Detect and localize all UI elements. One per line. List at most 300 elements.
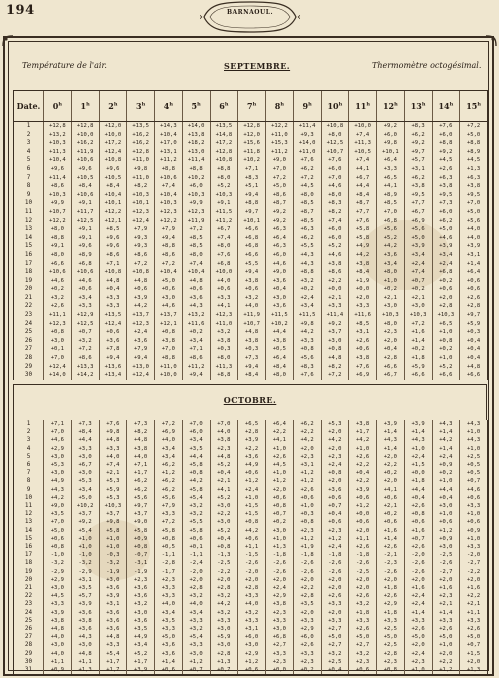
temperature-cell: +9,7 [127, 502, 155, 510]
temperature-cell: +0,6 [377, 494, 405, 502]
temperature-cell: +7,2 [71, 345, 99, 354]
temperature-cell: +9,4 [238, 268, 266, 277]
temperature-cell: +3,3 [321, 617, 349, 625]
temperature-cell: +7,3 [71, 420, 99, 428]
temperature-cell: +5,2 [210, 494, 238, 502]
temperature-cell: +5,0 [155, 633, 183, 641]
temperature-cell: +11,3 [44, 148, 72, 157]
temperature-cell: +0,8 [44, 543, 72, 551]
temperature-cell: +6,3 [266, 242, 294, 251]
temperature-cell: +0,6 [404, 518, 432, 526]
temperature-cell: +5,7 [404, 156, 432, 165]
temperature-cell: +2,6 [432, 625, 460, 633]
temperature-cell: +5,0 [266, 182, 294, 191]
temperature-cell: +3,6 [127, 617, 155, 625]
temperature-cell: +5,9 [404, 363, 432, 372]
temperature-cell: +9,3 [293, 131, 321, 140]
temperature-cell: +8,5 [99, 225, 127, 234]
temperature-cell: +2,6 [349, 625, 377, 633]
table-row [14, 156, 488, 165]
temperature-cell: +10,0 [71, 131, 99, 140]
temperature-cell: +0,6 [266, 494, 294, 502]
temperature-cell: -1,0 [44, 551, 72, 559]
temperature-cell: +0,6 [349, 518, 377, 526]
temperature-cell: +2,7 [349, 641, 377, 649]
temperature-cell: +0,0 [349, 510, 377, 518]
temperature-cell: +2,4 [293, 294, 321, 303]
temperature-cell: +4,0 [238, 600, 266, 608]
temperature-cell: +10,3 [210, 191, 238, 200]
temperature-cell: +2,0 [321, 576, 349, 584]
temperature-cell: +2,4 [127, 328, 155, 337]
temperature-cell: +1,4 [460, 260, 488, 269]
date-cell: 9 [14, 191, 44, 200]
temperature-cell: +8,8 [432, 139, 460, 148]
temperature-cell: +8,0 [210, 354, 238, 363]
temperature-cell: +8,0 [44, 251, 72, 260]
temperature-cell: +8,8 [210, 371, 238, 380]
temperature-cell: +1,2 [432, 527, 460, 535]
temperature-cell: +5,8 [182, 461, 210, 469]
temperature-cell: +1,0 [71, 535, 99, 543]
temperature-cell: +3,3 [321, 302, 349, 311]
temperature-cell: +7,0 [44, 354, 72, 363]
temperature-cell: +4,8 [127, 277, 155, 286]
temperature-cell: +3,0 [210, 502, 238, 510]
temperature-cell: +0,9 [432, 461, 460, 469]
date-cell: 13 [14, 225, 44, 234]
table-row [14, 199, 488, 208]
temperature-cell: +4,1 [377, 182, 405, 191]
temperature-cell: +10,3 [432, 311, 460, 320]
temperature-cell: +4,2 [349, 436, 377, 444]
temperature-cell: +1,0 [71, 543, 99, 551]
temperature-cell: +5,4 [182, 494, 210, 502]
page-number: 194 [6, 3, 35, 18]
temperature-cell: +3,6 [266, 277, 294, 286]
temperature-cell: +7,2 [321, 371, 349, 380]
table-row [14, 502, 488, 510]
temperature-cell: +3,1 [99, 600, 127, 608]
date-cell: 6 [14, 461, 44, 469]
temperature-cell: +2,0 [460, 576, 488, 584]
temperature-cell: +2,2 [266, 428, 294, 436]
temperature-cell: +2,6 [349, 453, 377, 461]
temperature-cell: +0,6 [349, 666, 377, 674]
temperature-cell: +3,8 [349, 354, 377, 363]
temperature-cell: +3,3 [404, 617, 432, 625]
temperature-cell: +0,4 [321, 666, 349, 674]
temperature-cell: +12,2 [155, 217, 183, 226]
temperature-cell: +6,8 [238, 242, 266, 251]
octobre-title-band [13, 384, 487, 420]
temperature-cell: +7,7 [349, 208, 377, 217]
temperature-cell: +2,6 [404, 625, 432, 633]
temperature-cell: +1,1 [238, 543, 266, 551]
date-cell: 5 [14, 453, 44, 461]
date-cell: 8 [14, 182, 44, 191]
temperature-cell: +8,3 [321, 199, 349, 208]
table-row [14, 510, 488, 518]
temperature-cell: +6,6 [238, 251, 266, 260]
temperature-cell: -1,5 [238, 551, 266, 559]
temperature-cell: +3,9 [404, 242, 432, 251]
temperature-cell: +11,0 [127, 174, 155, 183]
temperature-cell: +2,1 [377, 294, 405, 303]
table-row [14, 217, 488, 226]
table-row [14, 568, 488, 576]
temperature-cell: +2,0 [293, 576, 321, 584]
temperature-cell: +3,4 [182, 436, 210, 444]
temperature-cell: +7,0 [182, 420, 210, 428]
temperature-cell: +1,6 [377, 527, 405, 535]
temperature-cell: +1,0 [377, 277, 405, 286]
temperature-cell: +6,2 [127, 486, 155, 494]
temperature-cell: +3,0 [238, 641, 266, 649]
table-row [14, 650, 488, 658]
hour-column-header: 12$^h$ [377, 91, 405, 122]
temperature-cell: +4,0 [44, 633, 72, 641]
header-left-label: Température de l'air. [22, 61, 107, 70]
temperature-cell: +7,0 [210, 420, 238, 428]
temperature-cell: +4,6 [71, 277, 99, 286]
table-row [14, 535, 488, 543]
temperature-cell: -0,3 [99, 551, 127, 559]
temperature-cell: +3,3 [432, 617, 460, 625]
temperature-cell: +8,2 [127, 428, 155, 436]
temperature-cell: +12,1 [155, 320, 183, 329]
temperature-cell: +6,9 [155, 428, 183, 436]
temperature-cell: +3,8 [127, 445, 155, 453]
temperature-cell: +1,4 [377, 445, 405, 453]
temperature-cell: +2,6 [44, 302, 72, 311]
temperature-cell: +2,2 [293, 428, 321, 436]
temperature-cell: +0,0 [321, 285, 349, 294]
temperature-cell: +3,3 [293, 617, 321, 625]
temperature-cell: +3,8 [432, 182, 460, 191]
temperature-cell: +6,4 [266, 420, 294, 428]
temperature-cell: +3,0 [44, 584, 72, 592]
temperature-cell: +2,5 [321, 658, 349, 666]
temperature-cell: +2,6 [349, 543, 377, 551]
temperature-cell: +5,6 [404, 225, 432, 234]
date-cell: 17 [14, 551, 44, 559]
temperature-cell: +3,2 [210, 592, 238, 600]
temperature-cell: +0,8 [321, 469, 349, 477]
temperature-cell: +3,8 [460, 182, 488, 191]
temperature-cell: +3,0 [99, 576, 127, 584]
temperature-cell: +2,2 [460, 592, 488, 600]
temperature-cell: +6,3 [460, 174, 488, 183]
temperature-cell: +1,2 [182, 658, 210, 666]
temperature-cell: +1,0 [404, 445, 432, 453]
octobre-table [13, 420, 488, 674]
temperature-cell: +2,9 [293, 625, 321, 633]
temperature-cell: +1,1 [44, 658, 72, 666]
temperature-cell: -2,3 [377, 559, 405, 567]
temperature-cell: +14,3 [155, 122, 183, 131]
temperature-cell: +2,9 [266, 592, 294, 600]
temperature-cell: +10,0 [155, 371, 183, 380]
temperature-cell: +2,4 [432, 260, 460, 269]
temperature-cell: -1,3 [210, 551, 238, 559]
temperature-cell: +2,4 [321, 543, 349, 551]
temperature-cell: +1,4 [155, 658, 183, 666]
temperature-cell: +0,6 [71, 285, 99, 294]
temperature-cell: +2,3 [293, 453, 321, 461]
temperature-cell: +0,7 [71, 328, 99, 337]
temperature-cell: +12,3 [155, 208, 183, 217]
temperature-cell: +2,9 [44, 576, 72, 584]
temperature-cell: +4,4 [432, 486, 460, 494]
temperature-cell: -3,2 [99, 559, 127, 567]
temperature-cell: +3,2 [182, 502, 210, 510]
temperature-cell: +8,6 [155, 251, 183, 260]
temperature-cell: +1,4 [404, 609, 432, 617]
ornamental-cartouche [200, 0, 300, 34]
table-row [14, 436, 488, 444]
temperature-cell: +1,6 [404, 328, 432, 337]
temperature-cell: +5,4 [71, 527, 99, 535]
temperature-cell: +8,0 [321, 131, 349, 140]
temperature-cell: +2,8 [210, 650, 238, 658]
temperature-cell: +8,0 [44, 225, 72, 234]
temperature-cell: +1,0 [432, 477, 460, 485]
temperature-cell: +8,4 [349, 268, 377, 277]
temperature-cell: +3,3 [460, 502, 488, 510]
date-cell: 16 [14, 251, 44, 260]
temperature-cell: -1,8 [349, 551, 377, 559]
temperature-cell: +12,2 [99, 208, 127, 217]
temperature-cell: -1,8 [321, 551, 349, 559]
temperature-cell: +14,8 [210, 131, 238, 140]
temperature-cell: +12,8 [127, 148, 155, 157]
temperature-cell: +12,8 [210, 148, 238, 157]
temperature-cell: -2,0 [404, 551, 432, 559]
temperature-cell: +4,5 [44, 592, 72, 600]
temperature-cell: +3,4 [71, 294, 99, 303]
temperature-cell: +5,6 [155, 494, 183, 502]
temperature-cell: +11,5 [210, 208, 238, 217]
temperature-cell: +5,0 [460, 208, 488, 217]
temperature-cell: +4,2 [349, 251, 377, 260]
temperature-cell: +8,8 [460, 139, 488, 148]
temperature-cell: +1,4 [432, 609, 460, 617]
date-cell: 19 [14, 277, 44, 286]
temperature-cell: +12,4 [44, 363, 72, 372]
temperature-cell: +11,9 [182, 217, 210, 226]
temperature-cell: +0,0 [404, 469, 432, 477]
temperature-cell: +2,0 [377, 337, 405, 346]
temperature-cell: +4,0 [460, 234, 488, 243]
temperature-cell: +0,8 [182, 469, 210, 477]
temperature-cell: +2,0 [377, 453, 405, 461]
temperature-cell: +4,8 [460, 363, 488, 372]
temperature-cell: +10,4 [99, 191, 127, 200]
temperature-cell: -3,2 [71, 559, 99, 567]
temperature-cell: +6,5 [377, 174, 405, 183]
temperature-cell: -1,0 [71, 551, 99, 559]
temperature-cell: +2,6 [293, 641, 321, 649]
temperature-cell: +6,3 [266, 225, 294, 234]
temperature-cell: +15,3 [266, 139, 294, 148]
temperature-cell: +8,6 [44, 182, 72, 191]
temperature-cell: +0,6 [460, 518, 488, 526]
temperature-cell: +0,7 [321, 502, 349, 510]
temperature-cell: +4,8 [210, 453, 238, 461]
temperature-cell: +3,0 [182, 650, 210, 658]
temperature-cell: +3,9 [349, 486, 377, 494]
table-header-row [14, 91, 488, 122]
temperature-cell: +9,8 [99, 428, 127, 436]
temperature-cell: +11,4 [293, 122, 321, 131]
temperature-cell: +4,0 [460, 225, 488, 234]
hour-column-header: 6$^h$ [210, 91, 238, 122]
temperature-cell: +2,1 [460, 600, 488, 608]
table-row [14, 191, 488, 200]
temperature-cell: +1,7 [349, 428, 377, 436]
date-cell: 16 [14, 543, 44, 551]
temperature-cell: +3,3 [321, 600, 349, 608]
temperature-cell: +3,4 [404, 251, 432, 260]
temperature-cell: +10,4 [182, 268, 210, 277]
temperature-cell: +4,6 [155, 302, 183, 311]
temperature-cell: +0,2 [432, 345, 460, 354]
temperature-cell: +2,1 [404, 294, 432, 303]
temperature-cell: +8,3 [404, 122, 432, 131]
temperature-cell: +4,3 [293, 251, 321, 260]
temperature-cell: +1,6 [432, 584, 460, 592]
temperature-cell: +7,4 [404, 268, 432, 277]
temperature-cell: +4,6 [432, 234, 460, 243]
temperature-cell: +4,2 [293, 328, 321, 337]
temperature-cell: +0,2 [404, 345, 432, 354]
temperature-cell: +0,2 [44, 285, 72, 294]
table-row [14, 320, 488, 329]
date-cell: 8 [14, 477, 44, 485]
temperature-cell: +0,1 [44, 345, 72, 354]
temperature-cell: +0,2 [266, 518, 294, 526]
temperature-cell: +3,9 [377, 420, 405, 428]
temperature-cell: +0,4 [210, 535, 238, 543]
temperature-cell: +2,0 [321, 584, 349, 592]
temperature-cell: +11,0 [155, 363, 183, 372]
temperature-cell: +2,5 [377, 625, 405, 633]
temperature-cell: +0,0 [349, 285, 377, 294]
temperature-cell: +3,1 [293, 461, 321, 469]
temperature-cell: -2,6 [321, 568, 349, 576]
temperature-cell: +3,8 [349, 420, 377, 428]
temperature-cell: +4,0 [44, 650, 72, 658]
temperature-cell: +1,5 [238, 502, 266, 510]
temperature-cell: +3,4 [155, 445, 183, 453]
temperature-cell: +5,0 [321, 633, 349, 641]
temperature-cell: -2,6 [293, 568, 321, 576]
temperature-cell: +6,8 [377, 217, 405, 226]
temperature-cell: +7,1 [238, 165, 266, 174]
table-row [14, 354, 488, 363]
temperature-cell: +3,5 [182, 445, 210, 453]
temperature-cell: +7,8 [99, 345, 127, 354]
temperature-cell: +3,3 [293, 337, 321, 346]
temperature-cell: +2,9 [44, 445, 72, 453]
date-cell: 26 [14, 337, 44, 346]
temperature-cell: +0,6 [99, 328, 127, 337]
temperature-cell: +1,3 [460, 165, 488, 174]
temperature-cell: +9,2 [266, 208, 294, 217]
temperature-cell: +3,6 [71, 625, 99, 633]
temperature-cell: +10,5 [349, 148, 377, 157]
temperature-cell: +11,0 [210, 320, 238, 329]
table-row [14, 371, 488, 380]
temperature-cell: +4,5 [432, 156, 460, 165]
temperature-cell: +10,7 [321, 148, 349, 157]
temperature-cell: +2,0 [377, 477, 405, 485]
month-title-octobre: OCTOBRE. [223, 395, 277, 405]
temperature-cell: +7,6 [349, 217, 377, 226]
temperature-cell: +0,6 [182, 535, 210, 543]
temperature-cell: +7,2 [127, 260, 155, 269]
temperature-cell: +0,4 [404, 494, 432, 502]
temperature-cell: +0,6 [155, 666, 183, 674]
temperature-cell: +12,2 [44, 217, 72, 226]
hour-column-header: 15$^h$ [460, 91, 488, 122]
temperature-cell: +11,9 [238, 311, 266, 320]
temperature-cell: +8,0 [293, 191, 321, 200]
temperature-cell: +3,6 [127, 592, 155, 600]
temperature-cell: +13,5 [99, 311, 127, 320]
temperature-cell: +2,8 [210, 584, 238, 592]
date-column-header: Date. [14, 91, 44, 122]
temperature-cell: +1,2 [155, 469, 183, 477]
temperature-cell: +4,8 [127, 436, 155, 444]
temperature-cell: +0,4 [210, 469, 238, 477]
table-row [14, 453, 488, 461]
table-row [14, 165, 488, 174]
temperature-cell: +12,4 [127, 371, 155, 380]
temperature-cell: +4,9 [44, 477, 72, 485]
temperature-cell: +17,2 [210, 139, 238, 148]
temperature-cell: +6,4 [266, 234, 294, 243]
temperature-cell: +3,2 [238, 294, 266, 303]
temperature-cell: +3,3 [99, 445, 127, 453]
temperature-cell: +1,0 [266, 445, 294, 453]
temperature-cell: +3,5 [293, 600, 321, 608]
temperature-cell: +3,0 [44, 453, 72, 461]
temperature-cell: +10,3 [44, 139, 72, 148]
temperature-cell: +3,8 [44, 617, 72, 625]
temperature-cell: -1,9 [127, 568, 155, 576]
temperature-cell: +11,4 [321, 311, 349, 320]
temperature-cell: +2,5 [460, 453, 488, 461]
temperature-cell: +13,6 [99, 363, 127, 372]
temperature-cell: +0,5 [266, 345, 294, 354]
temperature-cell: +3,0 [432, 543, 460, 551]
temperature-cell: +9,1 [210, 199, 238, 208]
temperature-cell: +1,8 [404, 477, 432, 485]
temperature-cell: +6,0 [432, 131, 460, 140]
temperature-cell: +9,2 [432, 148, 460, 157]
temperature-cell: +8,6 [321, 268, 349, 277]
temperature-cell: +5,1 [238, 182, 266, 191]
temperature-cell: +3,2 [349, 600, 377, 608]
temperature-cell: +3,2 [71, 337, 99, 346]
temperature-cell: +8,0 [210, 242, 238, 251]
temperature-cell: +2,0 [210, 576, 238, 584]
temperature-cell: +1,0 [460, 428, 488, 436]
temperature-cell: +8,9 [377, 191, 405, 200]
temperature-cell: +9,2 [266, 217, 294, 226]
